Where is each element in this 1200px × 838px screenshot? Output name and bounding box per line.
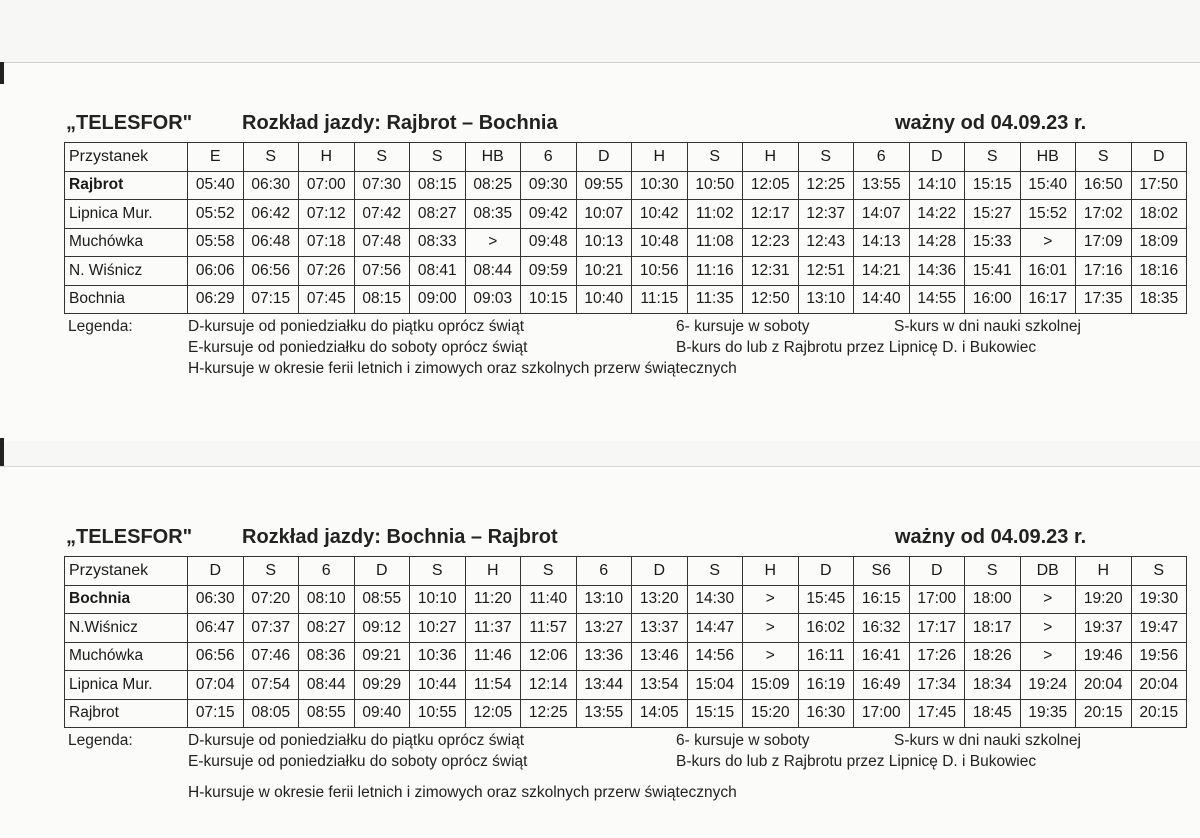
column-header-course-code: D: [632, 557, 688, 586]
timetable-title-row: [0, 524, 1200, 552]
column-header-course-code: 6: [299, 557, 355, 586]
departure-time: 18:35: [1131, 285, 1187, 314]
departure-time: 12:50: [743, 285, 799, 314]
departure-time: 12:17: [743, 200, 799, 229]
departure-time: 15:33: [965, 228, 1021, 257]
departure-time: 07:48: [354, 228, 410, 257]
stop-name: Bochnia: [65, 285, 188, 314]
legend-h: H-kursuje w okresie ferii letnich i zimowych oraz szkolnych przerw świątecznych: [188, 784, 737, 801]
departure-time: 18:45: [965, 699, 1021, 728]
timetable-rajbrot-bochnia: [0, 110, 1200, 377]
departure-time: 11:57: [521, 614, 577, 643]
departure-time: 17:16: [1076, 257, 1132, 286]
column-header-course-code: D: [1131, 143, 1187, 172]
departure-time: 10:40: [576, 285, 632, 314]
departure-time: 19:37: [1076, 614, 1132, 643]
departure-time: 09:48: [521, 228, 577, 257]
departure-time: 09:30: [521, 171, 577, 200]
departure-time: 08:55: [299, 699, 355, 728]
table-row: [65, 200, 1187, 229]
departure-time: 08:35: [465, 200, 521, 229]
column-header-stop: Przystanek: [65, 143, 188, 172]
departure-time: 08:15: [354, 285, 410, 314]
departure-time: 20:04: [1131, 671, 1187, 700]
departure-time: 07:04: [188, 671, 244, 700]
departure-time: 12:23: [743, 228, 799, 257]
departure-time: 05:40: [188, 171, 244, 200]
departure-time: 11:37: [465, 614, 521, 643]
departure-time: 12:51: [798, 257, 854, 286]
departure-time: 10:13: [576, 228, 632, 257]
column-header-course-code: D: [576, 143, 632, 172]
departure-time: 06:48: [243, 228, 299, 257]
departure-time: 11:15: [632, 285, 688, 314]
departure-time: 11:54: [465, 671, 521, 700]
departure-time: 16:30: [798, 699, 854, 728]
stop-name: Rajbrot: [65, 171, 188, 200]
departure-time: 14:05: [632, 699, 688, 728]
departure-time: 10:48: [632, 228, 688, 257]
column-header-course-code: 6: [521, 143, 577, 172]
column-header-course-code: S: [965, 143, 1021, 172]
departure-time: 13:10: [798, 285, 854, 314]
table-row: [65, 228, 1187, 257]
sheet-edge-mark: [0, 62, 4, 84]
departure-time: 14:36: [909, 257, 965, 286]
departure-time: 06:47: [188, 614, 244, 643]
column-header-course-code: H: [743, 143, 799, 172]
departure-time: 18:34: [965, 671, 1021, 700]
departure-time: 18:17: [965, 614, 1021, 643]
stop-name: N. Wiśnicz: [65, 257, 188, 286]
departure-time: 07:54: [243, 671, 299, 700]
departure-time: 14:21: [854, 257, 910, 286]
departure-time: 14:28: [909, 228, 965, 257]
departure-time: >: [1020, 614, 1076, 643]
departure-time: 07:15: [243, 285, 299, 314]
departure-time: 19:35: [1020, 699, 1076, 728]
departure-time: 16:50: [1076, 171, 1132, 200]
company-name: „TELESFOR": [66, 526, 193, 548]
departure-time: 09:59: [521, 257, 577, 286]
departure-time: 07:20: [243, 585, 299, 614]
table-row: [65, 699, 1187, 728]
departure-time: >: [743, 642, 799, 671]
departure-time: 13:27: [576, 614, 632, 643]
table-row: [65, 171, 1187, 200]
departure-time: 14:56: [687, 642, 743, 671]
table-header-row: [65, 143, 1187, 172]
table-row: [65, 671, 1187, 700]
departure-time: 18:26: [965, 642, 1021, 671]
column-header-course-code: HB: [465, 143, 521, 172]
departure-time: 11:35: [687, 285, 743, 314]
departure-time: 16:17: [1020, 285, 1076, 314]
departure-time: 17:09: [1076, 228, 1132, 257]
departure-time: 10:44: [410, 671, 466, 700]
column-header-course-code: D: [188, 557, 244, 586]
departure-time: 13:44: [576, 671, 632, 700]
legend-s: S-kurs w dni nauki szkolnej: [894, 318, 1081, 335]
departure-time: 08:55: [354, 585, 410, 614]
valid-from: ważny od 04.09.23 r.: [895, 112, 1087, 134]
departure-time: 15:15: [687, 699, 743, 728]
legend-b: B-kurs do lub z Rajbrotu przez Lipnicę D. i Bukowiec: [676, 753, 1037, 770]
schedule-table: [64, 556, 1187, 728]
departure-time: 07:26: [299, 257, 355, 286]
departure-time: 09:03: [465, 285, 521, 314]
departure-time: 07:46: [243, 642, 299, 671]
departure-time: 06:56: [188, 642, 244, 671]
timetable-bochnia-rajbrot: [0, 524, 1200, 801]
departure-time: 14:40: [854, 285, 910, 314]
departure-time: 17:00: [909, 585, 965, 614]
departure-time: 17:45: [909, 699, 965, 728]
legend-6: 6- kursuje w soboty: [676, 732, 810, 749]
column-header-course-code: S: [687, 557, 743, 586]
departure-time: 10:30: [632, 171, 688, 200]
stop-name: Lipnica Mur.: [65, 200, 188, 229]
departure-time: 10:36: [410, 642, 466, 671]
legend-label: Legenda:: [68, 318, 133, 335]
departure-time: 17:00: [854, 699, 910, 728]
stop-name: Muchówka: [65, 642, 188, 671]
departure-time: >: [743, 585, 799, 614]
column-header-course-code: D: [909, 143, 965, 172]
departure-time: 15:15: [965, 171, 1021, 200]
departure-time: 11:08: [687, 228, 743, 257]
schedule-table: [64, 142, 1187, 314]
departure-time: 09:29: [354, 671, 410, 700]
departure-time: 08:33: [410, 228, 466, 257]
legend-s: S-kurs w dni nauki szkolnej: [894, 732, 1081, 749]
departure-time: 07:12: [299, 200, 355, 229]
column-header-course-code: S6: [854, 557, 910, 586]
column-header-course-code: S: [243, 143, 299, 172]
column-header-course-code: D: [798, 557, 854, 586]
departure-time: 20:15: [1076, 699, 1132, 728]
departure-time: 10:21: [576, 257, 632, 286]
departure-time: 16:32: [854, 614, 910, 643]
legend-h: H-kursuje w okresie ferii letnich i zimowych oraz szkolnych przerw świątecznych: [188, 360, 737, 377]
departure-time: 16:41: [854, 642, 910, 671]
departure-time: 15:27: [965, 200, 1021, 229]
legend-label: Legenda:: [68, 732, 133, 749]
departure-time: 09:42: [521, 200, 577, 229]
departure-time: 06:56: [243, 257, 299, 286]
departure-time: >: [1020, 585, 1076, 614]
departure-time: 10:55: [410, 699, 466, 728]
departure-time: 18:02: [1131, 200, 1187, 229]
departure-time: 14:55: [909, 285, 965, 314]
departure-time: 10:10: [410, 585, 466, 614]
departure-time: 08:27: [410, 200, 466, 229]
stop-name: Muchówka: [65, 228, 188, 257]
departure-time: 19:56: [1131, 642, 1187, 671]
departure-time: 08:44: [465, 257, 521, 286]
column-header-course-code: D: [909, 557, 965, 586]
departure-time: 17:17: [909, 614, 965, 643]
departure-time: 20:04: [1076, 671, 1132, 700]
departure-time: 15:09: [743, 671, 799, 700]
departure-time: 14:13: [854, 228, 910, 257]
departure-time: 19:30: [1131, 585, 1187, 614]
legend-6: 6- kursuje w soboty: [676, 318, 810, 335]
column-header-course-code: DB: [1020, 557, 1076, 586]
departure-time: >: [465, 228, 521, 257]
legend-d: D-kursuje od poniedziałku do piątku oprócz świąt: [188, 318, 525, 335]
departure-time: >: [1020, 228, 1076, 257]
departure-time: 16:00: [965, 285, 1021, 314]
stop-name: Lipnica Mur.: [65, 671, 188, 700]
departure-time: 07:15: [188, 699, 244, 728]
departure-time: 16:49: [854, 671, 910, 700]
departure-time: 17:50: [1131, 171, 1187, 200]
departure-time: 16:11: [798, 642, 854, 671]
departure-time: 08:10: [299, 585, 355, 614]
valid-from: ważny od 04.09.23 r.: [895, 526, 1087, 548]
table-row: [65, 614, 1187, 643]
departure-time: 19:47: [1131, 614, 1187, 643]
departure-time: 18:09: [1131, 228, 1187, 257]
column-header-course-code: S: [243, 557, 299, 586]
departure-time: 14:22: [909, 200, 965, 229]
departure-time: 12:05: [743, 171, 799, 200]
departure-time: 16:02: [798, 614, 854, 643]
table-row: [65, 285, 1187, 314]
departure-time: 15:20: [743, 699, 799, 728]
departure-time: 10:56: [632, 257, 688, 286]
departure-time: 10:42: [632, 200, 688, 229]
departure-time: 08:15: [410, 171, 466, 200]
departure-time: 06:30: [243, 171, 299, 200]
departure-time: 11:40: [521, 585, 577, 614]
table-row: [65, 642, 1187, 671]
departure-time: 08:05: [243, 699, 299, 728]
departure-time: 09:55: [576, 171, 632, 200]
departure-time: 10:15: [521, 285, 577, 314]
legend-e: E-kursuje od poniedziałku do soboty oprócz świąt: [188, 339, 528, 356]
column-header-course-code: S: [410, 557, 466, 586]
column-header-course-code: S: [798, 143, 854, 172]
departure-time: 13:20: [632, 585, 688, 614]
departure-time: 16:01: [1020, 257, 1076, 286]
departure-time: 08:41: [410, 257, 466, 286]
departure-time: 13:46: [632, 642, 688, 671]
departure-time: 13:37: [632, 614, 688, 643]
departure-time: 11:20: [465, 585, 521, 614]
departure-time: 11:16: [687, 257, 743, 286]
departure-time: 08:25: [465, 171, 521, 200]
departure-time: 12:37: [798, 200, 854, 229]
departure-time: 14:07: [854, 200, 910, 229]
departure-time: 17:26: [909, 642, 965, 671]
departure-time: 07:37: [243, 614, 299, 643]
column-header-course-code: S: [965, 557, 1021, 586]
legend-e: E-kursuje od poniedziałku do soboty oprócz świąt: [188, 753, 528, 770]
departure-time: 11:02: [687, 200, 743, 229]
column-header-course-code: H: [465, 557, 521, 586]
column-header-course-code: S: [687, 143, 743, 172]
legend-d: D-kursuje od poniedziałku do piątku oprócz świąt: [188, 732, 525, 749]
departure-time: 15:04: [687, 671, 743, 700]
column-header-course-code: S: [1076, 143, 1132, 172]
departure-time: 08:44: [299, 671, 355, 700]
departure-time: 17:34: [909, 671, 965, 700]
departure-time: 10:50: [687, 171, 743, 200]
table-row: [65, 257, 1187, 286]
departure-time: 12:43: [798, 228, 854, 257]
column-header-course-code: H: [299, 143, 355, 172]
departure-time: 12:05: [465, 699, 521, 728]
departure-time: 18:16: [1131, 257, 1187, 286]
column-header-course-code: HB: [1020, 143, 1076, 172]
stop-name: N.Wiśnicz: [65, 614, 188, 643]
departure-time: 05:52: [188, 200, 244, 229]
departure-time: 08:27: [299, 614, 355, 643]
departure-time: 13:10: [576, 585, 632, 614]
departure-time: 09:21: [354, 642, 410, 671]
column-header-course-code: 6: [854, 143, 910, 172]
column-header-course-code: H: [1076, 557, 1132, 586]
departure-time: 07:18: [299, 228, 355, 257]
departure-time: 12:06: [521, 642, 577, 671]
departure-time: 13:54: [632, 671, 688, 700]
legend-b: B-kurs do lub z Rajbrotu przez Lipnicę D. i Bukowiec: [676, 339, 1037, 356]
departure-time: 09:12: [354, 614, 410, 643]
route-title: Rozkład jazdy: Rajbrot – Bochnia: [242, 112, 558, 134]
stop-name: Bochnia: [65, 585, 188, 614]
departure-time: 13:55: [576, 699, 632, 728]
timetable-title-row: [0, 110, 1200, 138]
departure-time: 19:20: [1076, 585, 1132, 614]
departure-time: 15:41: [965, 257, 1021, 286]
departure-time: 14:10: [909, 171, 965, 200]
column-header-course-code: E: [188, 143, 244, 172]
sheet-edge-mark: [0, 438, 4, 466]
departure-time: 12:25: [521, 699, 577, 728]
column-header-course-code: S: [354, 143, 410, 172]
departure-time: 07:56: [354, 257, 410, 286]
departure-time: 12:14: [521, 671, 577, 700]
departure-time: 07:42: [354, 200, 410, 229]
column-header-course-code: S: [521, 557, 577, 586]
column-header-course-code: H: [632, 143, 688, 172]
departure-time: 14:47: [687, 614, 743, 643]
departure-time: 06:30: [188, 585, 244, 614]
departure-time: >: [743, 614, 799, 643]
column-header-course-code: H: [743, 557, 799, 586]
departure-time: 10:07: [576, 200, 632, 229]
departure-time: 12:31: [743, 257, 799, 286]
departure-time: 11:46: [465, 642, 521, 671]
departure-time: 14:30: [687, 585, 743, 614]
departure-time: 05:58: [188, 228, 244, 257]
column-header-course-code: S: [410, 143, 466, 172]
departure-time: 15:40: [1020, 171, 1076, 200]
departure-time: 06:42: [243, 200, 299, 229]
departure-time: 07:30: [354, 171, 410, 200]
departure-time: 19:24: [1020, 671, 1076, 700]
table-row: [65, 585, 1187, 614]
departure-time: 07:00: [299, 171, 355, 200]
departure-time: 10:27: [410, 614, 466, 643]
stop-name: Rajbrot: [65, 699, 188, 728]
departure-time: 17:35: [1076, 285, 1132, 314]
departure-time: 16:15: [854, 585, 910, 614]
departure-time: 12:25: [798, 171, 854, 200]
departure-time: 06:29: [188, 285, 244, 314]
column-header-course-code: 6: [576, 557, 632, 586]
departure-time: 20:15: [1131, 699, 1187, 728]
departure-time: 08:36: [299, 642, 355, 671]
table-header-row: [65, 557, 1187, 586]
departure-time: 18:00: [965, 585, 1021, 614]
column-header-stop: Przystanek: [65, 557, 188, 586]
departure-time: 15:45: [798, 585, 854, 614]
company-name: „TELESFOR": [66, 112, 193, 134]
route-title: Rozkład jazdy: Bochnia – Rajbrot: [242, 526, 558, 548]
departure-time: 09:40: [354, 699, 410, 728]
departure-time: 16:19: [798, 671, 854, 700]
departure-time: 13:36: [576, 642, 632, 671]
column-header-course-code: D: [354, 557, 410, 586]
column-header-course-code: S: [1131, 557, 1187, 586]
departure-time: 06:06: [188, 257, 244, 286]
departure-time: 07:45: [299, 285, 355, 314]
departure-time: 15:52: [1020, 200, 1076, 229]
departure-time: 19:46: [1076, 642, 1132, 671]
departure-time: >: [1020, 642, 1076, 671]
departure-time: 13:55: [854, 171, 910, 200]
departure-time: 09:00: [410, 285, 466, 314]
departure-time: 17:02: [1076, 200, 1132, 229]
